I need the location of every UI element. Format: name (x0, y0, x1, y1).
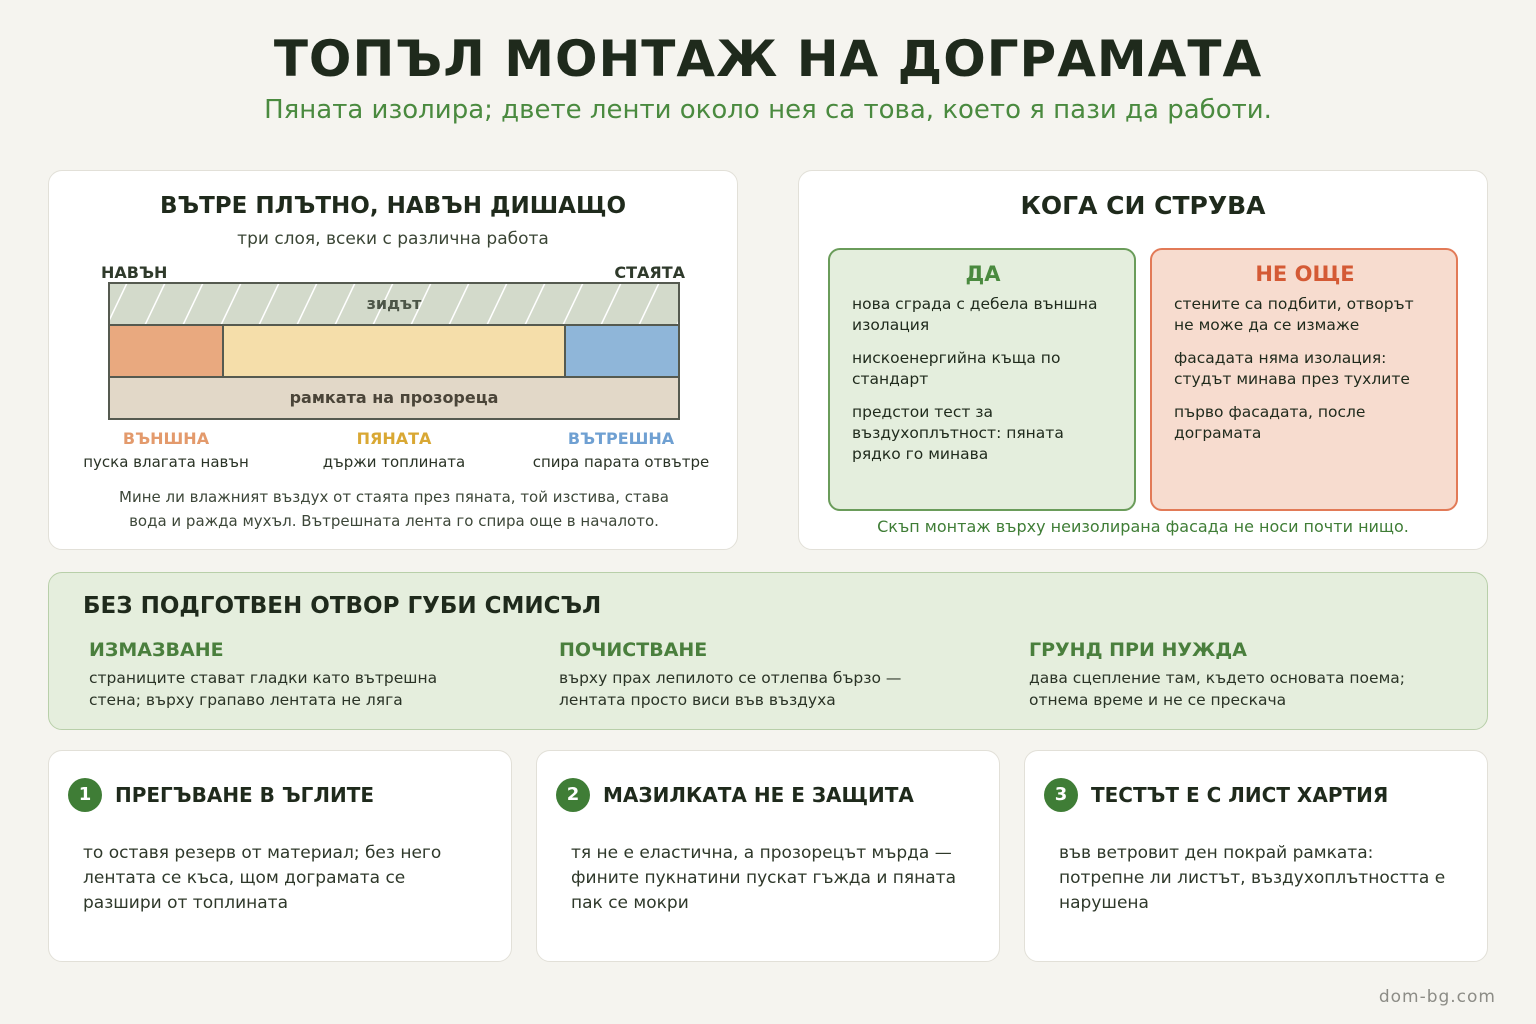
no-box (1150, 248, 1458, 511)
step-number-badge: 2 (556, 778, 590, 812)
prep-item-desc: страниците стават гладки като вътрешна стена; върху грапаво лентата не ляга (89, 669, 438, 709)
layers-subtitle: три слоя, всеки с различна работа (237, 229, 549, 249)
step-desc: тя не е еластична, а прозорецът мърда — фините пукнатини пускат гъжда и пяната пак се мокри (571, 843, 956, 913)
outer-tape-block (109, 325, 223, 377)
page-title: ТОПЪЛ МОНТАЖ НА ДОГРАМАТА (273, 30, 1263, 88)
step-card (48, 750, 512, 962)
yes-box (828, 248, 1136, 511)
step-desc: то оставя резерв от материал; без него лентата се къса, щом дограмата се разшири от топлината (83, 843, 442, 913)
prep-item-heading: ИЗМАЗВАНЕ (89, 639, 224, 661)
worth-title: КОГА СИ СТРУВА (1020, 191, 1266, 220)
prep-item (89, 639, 489, 711)
layers-note: Мине ли влажният въздух от стаята през пяната, той изстива, става вода и ражда мухъл. Вътрешната лента го спира още в началото. (119, 488, 669, 530)
step-title: ТЕСТЪТ Е С ЛИСТ ХАРТИЯ (1091, 783, 1389, 807)
yes-item: нова сграда с дебела външна изолация (852, 295, 1098, 334)
foam-desc: държи топлината (322, 453, 466, 471)
no-item: стените са подбити, отворът не може да се измаже (1174, 295, 1414, 334)
layers-title: ВЪТРЕ ПЛЪТНО, НАВЪН ДИШАЩО (159, 193, 627, 219)
prep-item (1029, 639, 1429, 711)
yes-item: нискоенергийна къща по стандарт (852, 349, 1061, 388)
prep-item-desc: върху прах лепилото се отлепва бързо — лентата просто виси във въздуха (559, 669, 902, 709)
outer-tape-desc: пуска влагата навън (83, 453, 249, 471)
inside-label: СТАЯТА (614, 263, 685, 282)
worth-note: Скъп монтаж върху неизолирана фасада не носи почти нищо. (877, 517, 1409, 536)
outside-label: НАВЪН (101, 263, 168, 282)
frame-label: рамката на прозореца (289, 388, 499, 407)
step-card (1024, 750, 1488, 962)
prep-title: БЕЗ ПОДГОТВЕН ОТВОР ГУБИ СМИСЪЛ (83, 593, 602, 619)
prep-banner (48, 572, 1488, 730)
inner-tape-desc: спира парата отвътре (532, 453, 710, 471)
step-number-badge: 3 (1044, 778, 1078, 812)
yes-heading: ДА (965, 262, 1001, 286)
inner-tape-name: ВЪТРЕШНА (567, 429, 675, 448)
foam-name: ПЯНАТА (356, 429, 432, 448)
prep-item (559, 639, 959, 711)
no-item: фасадата няма изолация: студът минава през тухлите (1174, 349, 1410, 388)
prep-item-desc: дава сцепление там, където основата поема; отнема време и не се прескача (1029, 669, 1405, 709)
footer-site: dom-bg.com (1378, 987, 1496, 1007)
step-title: ПРЕГЪВАНЕ В ЪГЛИТЕ (115, 783, 375, 807)
outer-tape-name: ВЪНШНА (122, 429, 210, 448)
page-subtitle: Пяната изолира; двете ленти около нея са това, което я пази да работи. (264, 95, 1272, 125)
yes-item: предстои тест за въздухоплътност: пяната рядко го минава (852, 403, 1064, 463)
step-number-badge: 1 (68, 778, 102, 812)
step-desc: във ветровит ден покрай рамката: потрепне ли листът, въздухоплътността е нарушена (1059, 843, 1446, 913)
prep-item-heading: ПОЧИСТВАНЕ (559, 639, 708, 661)
no-item: първо фасадата, после дограмата (1174, 403, 1366, 442)
no-heading: НЕ ОЩЕ (1255, 262, 1355, 286)
step-card (536, 750, 1000, 962)
prep-item-heading: ГРУНД ПРИ НУЖДА (1029, 639, 1247, 661)
step-title: МАЗИЛКАТА НЕ Е ЗАЩИТА (603, 783, 914, 807)
inner-tape-block (565, 325, 679, 377)
layers-panel (48, 170, 738, 550)
wall-label: зидът (366, 294, 422, 313)
worth-panel (798, 170, 1488, 550)
foam-block (223, 325, 565, 377)
